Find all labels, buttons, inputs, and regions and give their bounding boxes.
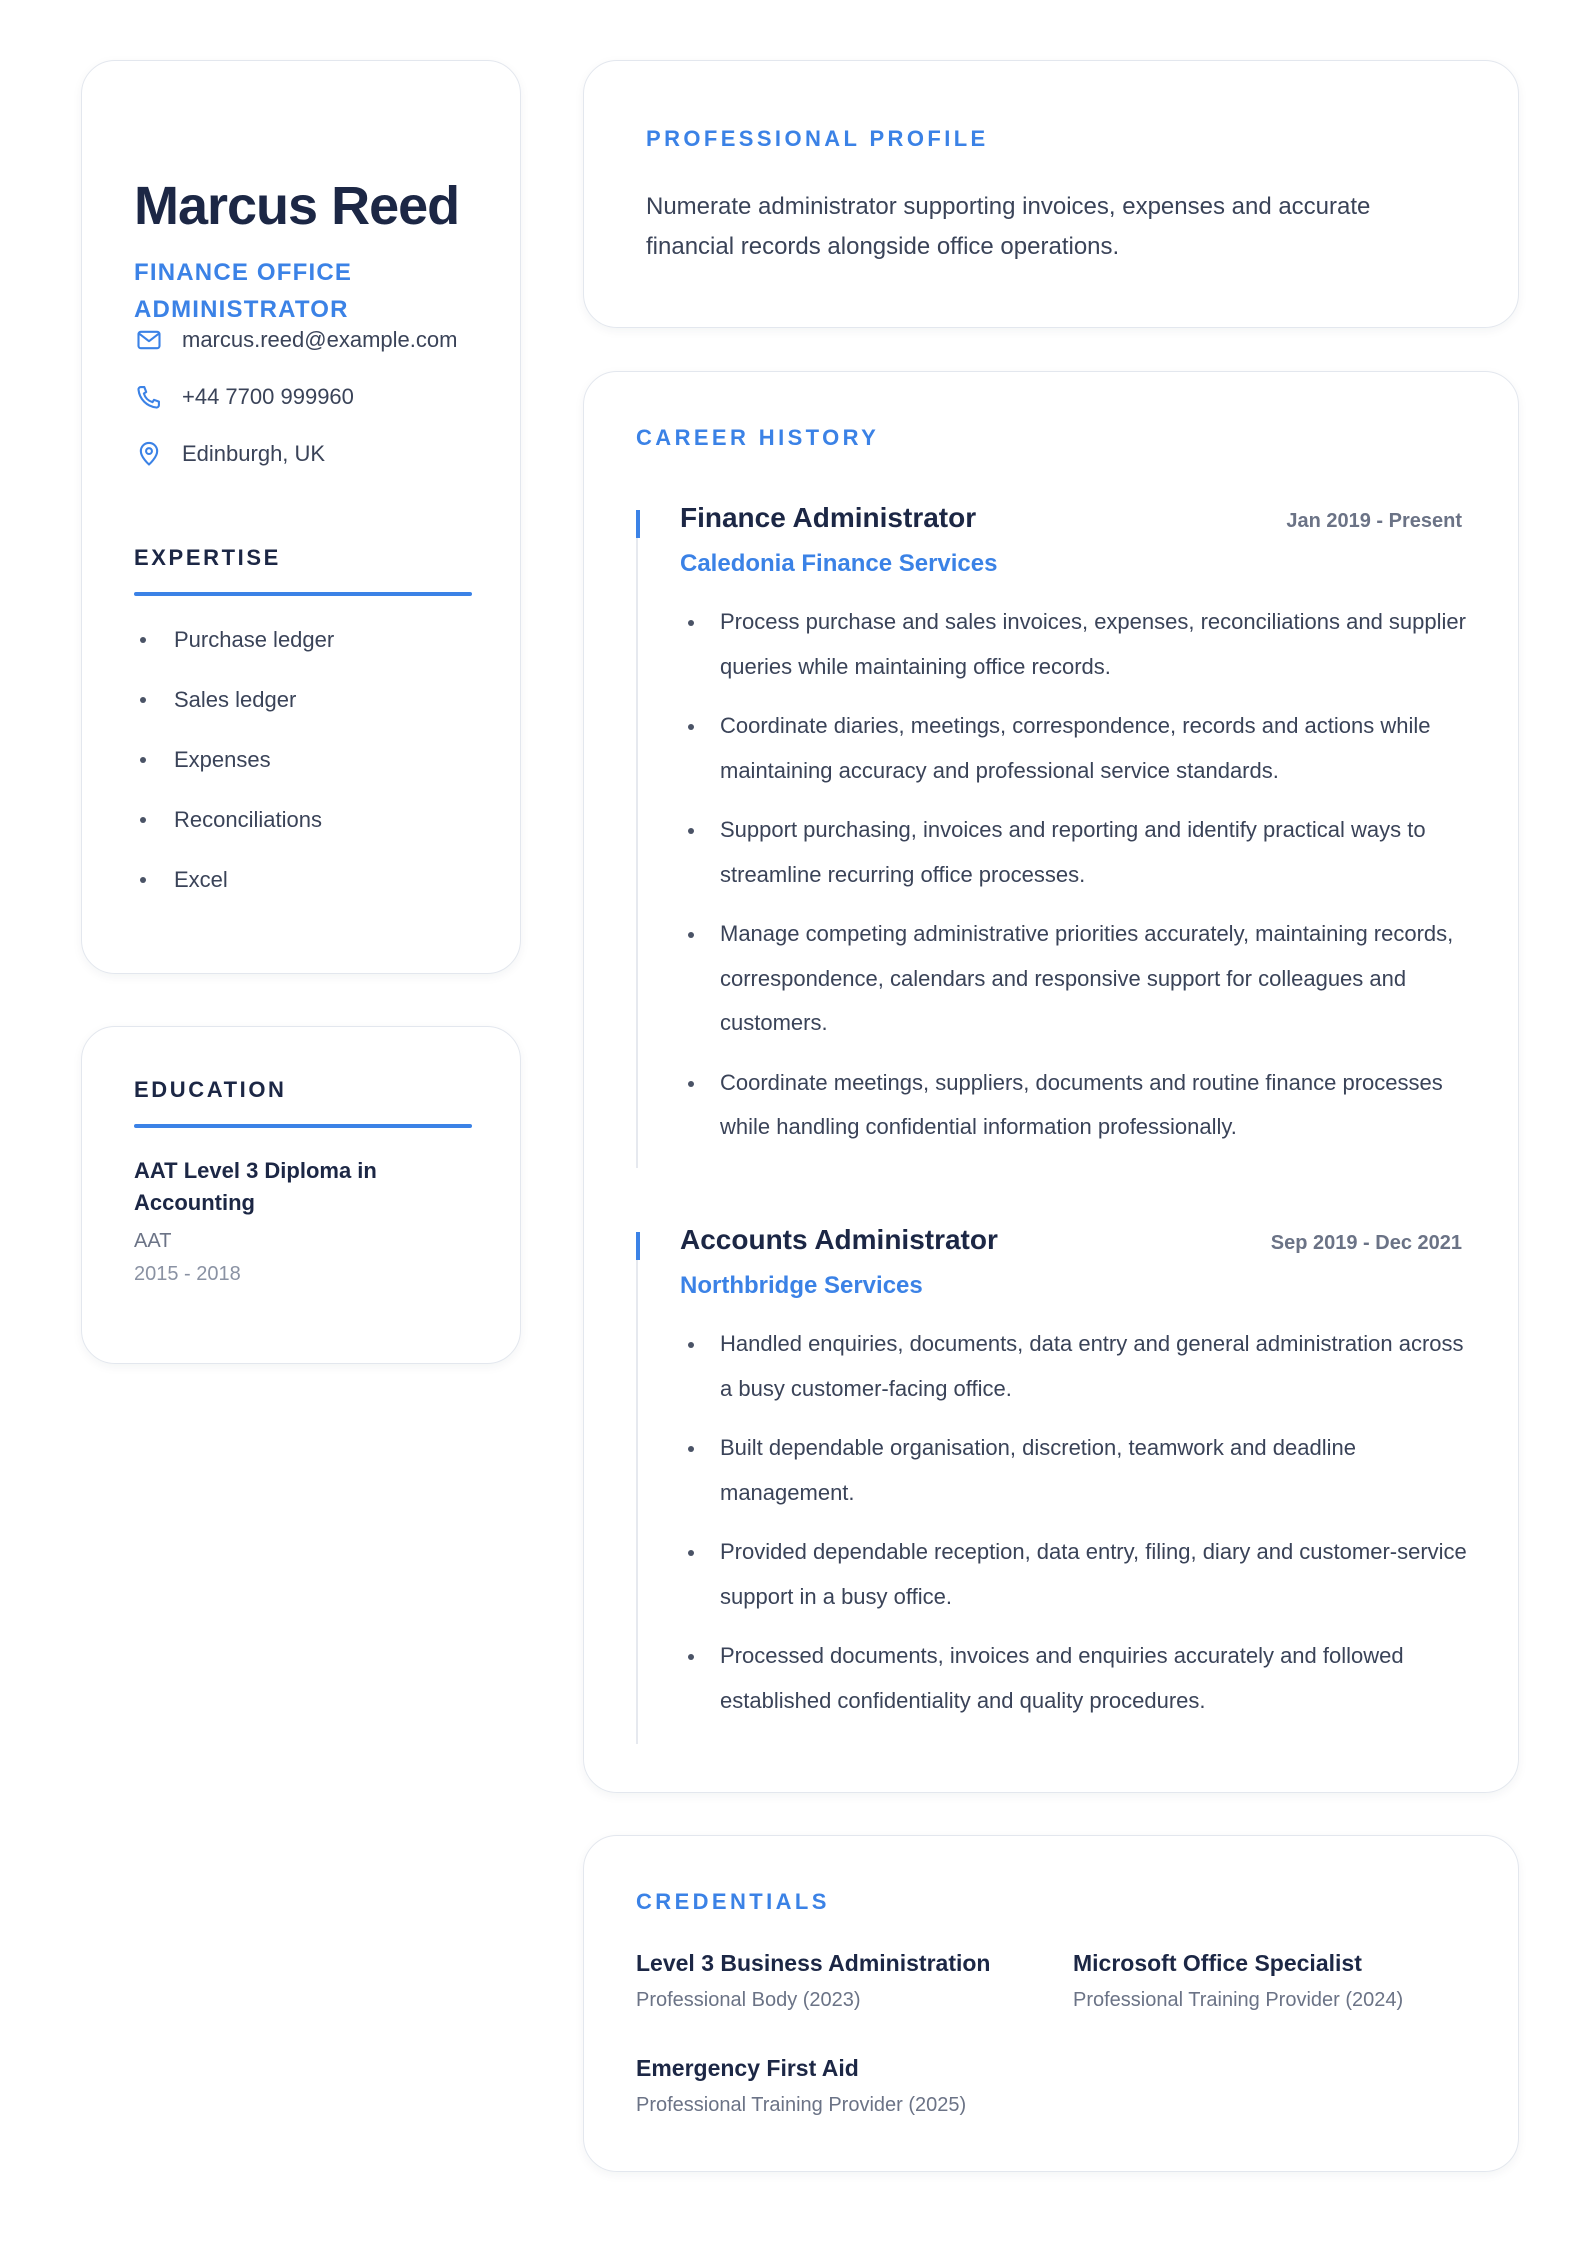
job-bullet: Process purchase and sales invoices, expenses, reconciliations and supplier queries while maintaining office records. [680, 600, 1476, 689]
skill-item: Purchase ledger [134, 627, 334, 653]
expertise-rule [134, 592, 472, 596]
job-bullet: Manage competing administrative priorities accurately, maintaining records, correspondence, calendars and responsive support for colleagues and customers. [680, 912, 1476, 1046]
job-bullets [680, 1322, 1476, 1738]
job-accent-bar [636, 510, 640, 538]
credential-item [1073, 1950, 1403, 2012]
education-years: 2015 - 2018 [134, 1263, 241, 1285]
contact-location [134, 439, 325, 469]
career-heading: CAREER HISTORY [636, 425, 880, 450]
credential-issuer: Professional Body (2023) [636, 1989, 861, 2011]
job-bullet: Processed documents, invoices and enquiries accurately and followed established confidentiality and quality procedures. [680, 1634, 1476, 1723]
education-card [81, 1026, 521, 1364]
job-bullet: Coordinate meetings, suppliers, documents and routine finance processes while handling confidential information professionally. [680, 1061, 1476, 1150]
contact-phone[interactable] [134, 382, 354, 412]
job-entry [636, 502, 1466, 1167]
skill-item: Excel [134, 867, 228, 893]
candidate-name: Marcus Reed [134, 176, 460, 236]
contact-phone-text: +44 7700 999960 [182, 384, 354, 409]
phone-icon [134, 382, 164, 412]
credential-issuer: Professional Training Provider (2024) [1073, 1989, 1404, 2011]
education-degree: AAT Level 3 Diploma in Accounting [134, 1158, 377, 1215]
credential-name: Emergency First Aid [636, 2055, 859, 2081]
candidate-title: FINANCE OFFICE ADMINISTRATOR [134, 259, 353, 323]
job-role: Finance Administrator [680, 502, 977, 533]
credential-item [636, 2055, 966, 2117]
job-entry [636, 1224, 1466, 1744]
profile-heading: PROFESSIONAL PROFILE [646, 126, 989, 151]
credentials-card [583, 1835, 1519, 2172]
job-bullet: Coordinate diaries, meetings, correspondence, records and actions while maintaining accuracy and professional service standards. [680, 704, 1476, 793]
expertise-heading: EXPERTISE [134, 545, 281, 570]
credentials-heading: CREDENTIALS [636, 1889, 830, 1914]
contact-email-text: marcus.reed@example.com [182, 327, 458, 352]
job-bullet: Built dependable organisation, discretion, teamwork and deadline management. [680, 1426, 1476, 1515]
job-company: Caledonia Finance Services [680, 550, 998, 577]
job-company: Northbridge Services [680, 1272, 923, 1299]
skill-item: Sales ledger [134, 687, 296, 713]
education-rule [134, 1124, 472, 1128]
contact-email[interactable] [134, 325, 457, 355]
profile-card [583, 60, 1519, 328]
identity-card [81, 60, 521, 974]
map-pin-icon [134, 439, 164, 469]
contact-location-text: Edinburgh, UK [182, 441, 326, 466]
skill-item: Reconciliations [134, 807, 322, 833]
credential-item [636, 1950, 990, 2012]
job-bullets [680, 600, 1476, 1165]
envelope-icon [134, 325, 164, 355]
job-role: Accounts Administrator [680, 1224, 998, 1255]
credential-issuer: Professional Training Provider (2025) [636, 2094, 967, 2116]
credential-name: Level 3 Business Administration [636, 1950, 991, 1976]
career-card [583, 371, 1519, 1793]
job-bullet: Handled enquiries, documents, data entry and general administration across a busy customer-facing office. [680, 1322, 1476, 1411]
job-accent-bar [636, 1232, 640, 1260]
job-dates: Jan 2019 - Present [1286, 510, 1462, 532]
job-bullet: Support purchasing, invoices and reporting and identify practical ways to streamline recurring office processes. [680, 808, 1476, 897]
education-heading: EDUCATION [134, 1077, 287, 1102]
job-bullet: Provided dependable reception, data entry, filing, diary and customer-service support in a busy office. [680, 1530, 1476, 1619]
job-dates: Sep 2019 - Dec 2021 [1270, 1232, 1462, 1254]
education-institution: AAT [134, 1230, 172, 1252]
skill-item: Expenses [134, 747, 271, 773]
credential-name: Microsoft Office Specialist [1073, 1950, 1362, 1976]
profile-text: Numerate administrator supporting invoices, expenses and accurate financial records alongside office operations. [646, 193, 1371, 260]
